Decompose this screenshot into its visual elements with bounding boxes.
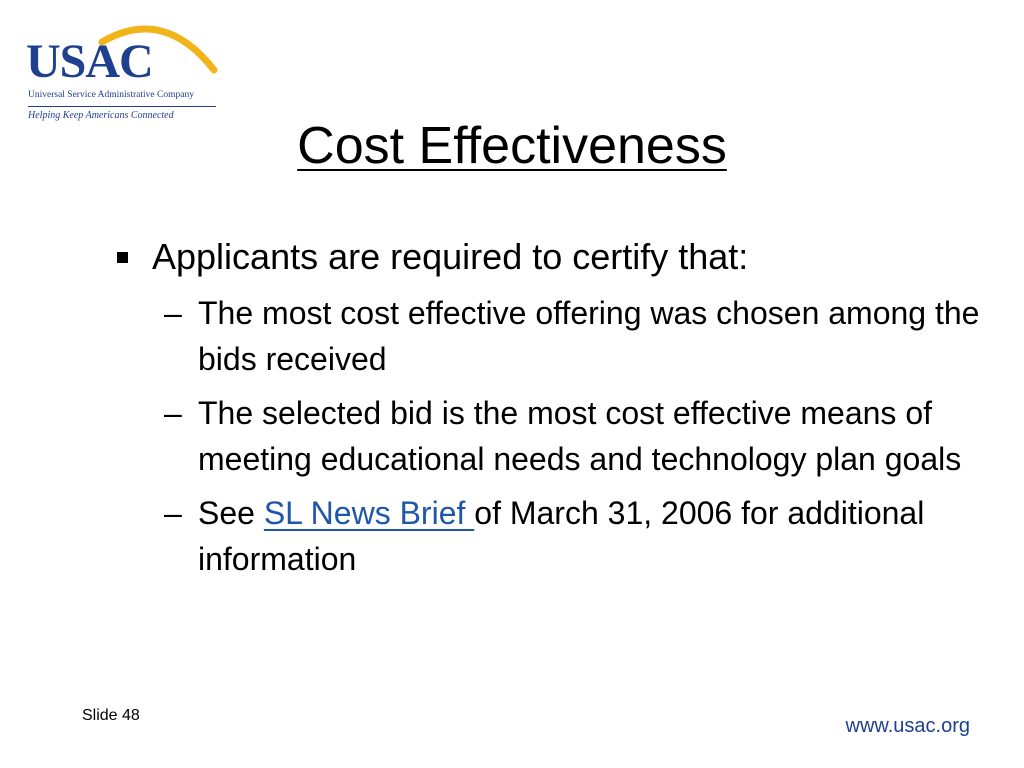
slide-title: Cost Effectiveness bbox=[297, 117, 727, 175]
sub-bullet-prefix: See bbox=[198, 495, 264, 531]
usac-logo bbox=[24, 14, 224, 119]
sub-bullet bbox=[164, 290, 990, 382]
sub-bullet-text: The selected bid is the most cost effective means of meeting educational needs and technology plan goals bbox=[198, 395, 962, 477]
footer-url[interactable]: www.usac.org bbox=[845, 715, 970, 737]
dash-icon: – bbox=[164, 295, 182, 331]
sub-bullet bbox=[164, 490, 990, 582]
sub-bullet-list bbox=[110, 290, 990, 582]
sl-news-brief-link[interactable]: SL News Brief bbox=[263, 495, 475, 531]
sub-bullet bbox=[164, 390, 990, 482]
slide-number: Slide 48 bbox=[82, 707, 140, 724]
sub-bullet-text: The most cost effective offering was chosen among the bids received bbox=[198, 295, 980, 377]
logo-subtitle: Universal Service Administrative Company bbox=[28, 90, 194, 100]
logo-tagline: Helping Keep Americans Connected bbox=[28, 110, 174, 121]
square-bullet-icon bbox=[117, 252, 128, 263]
dash-icon: – bbox=[164, 495, 182, 531]
main-bullet-text: Applicants are required to certify that: bbox=[152, 236, 749, 277]
dash-icon: – bbox=[164, 395, 182, 431]
logo-name: USAC bbox=[26, 35, 153, 88]
logo-divider bbox=[28, 106, 216, 107]
main-bullet bbox=[110, 232, 990, 282]
sub-bullet-suffix: of March 31, 2006 for additional information bbox=[198, 495, 925, 577]
slide-body bbox=[110, 232, 990, 590]
